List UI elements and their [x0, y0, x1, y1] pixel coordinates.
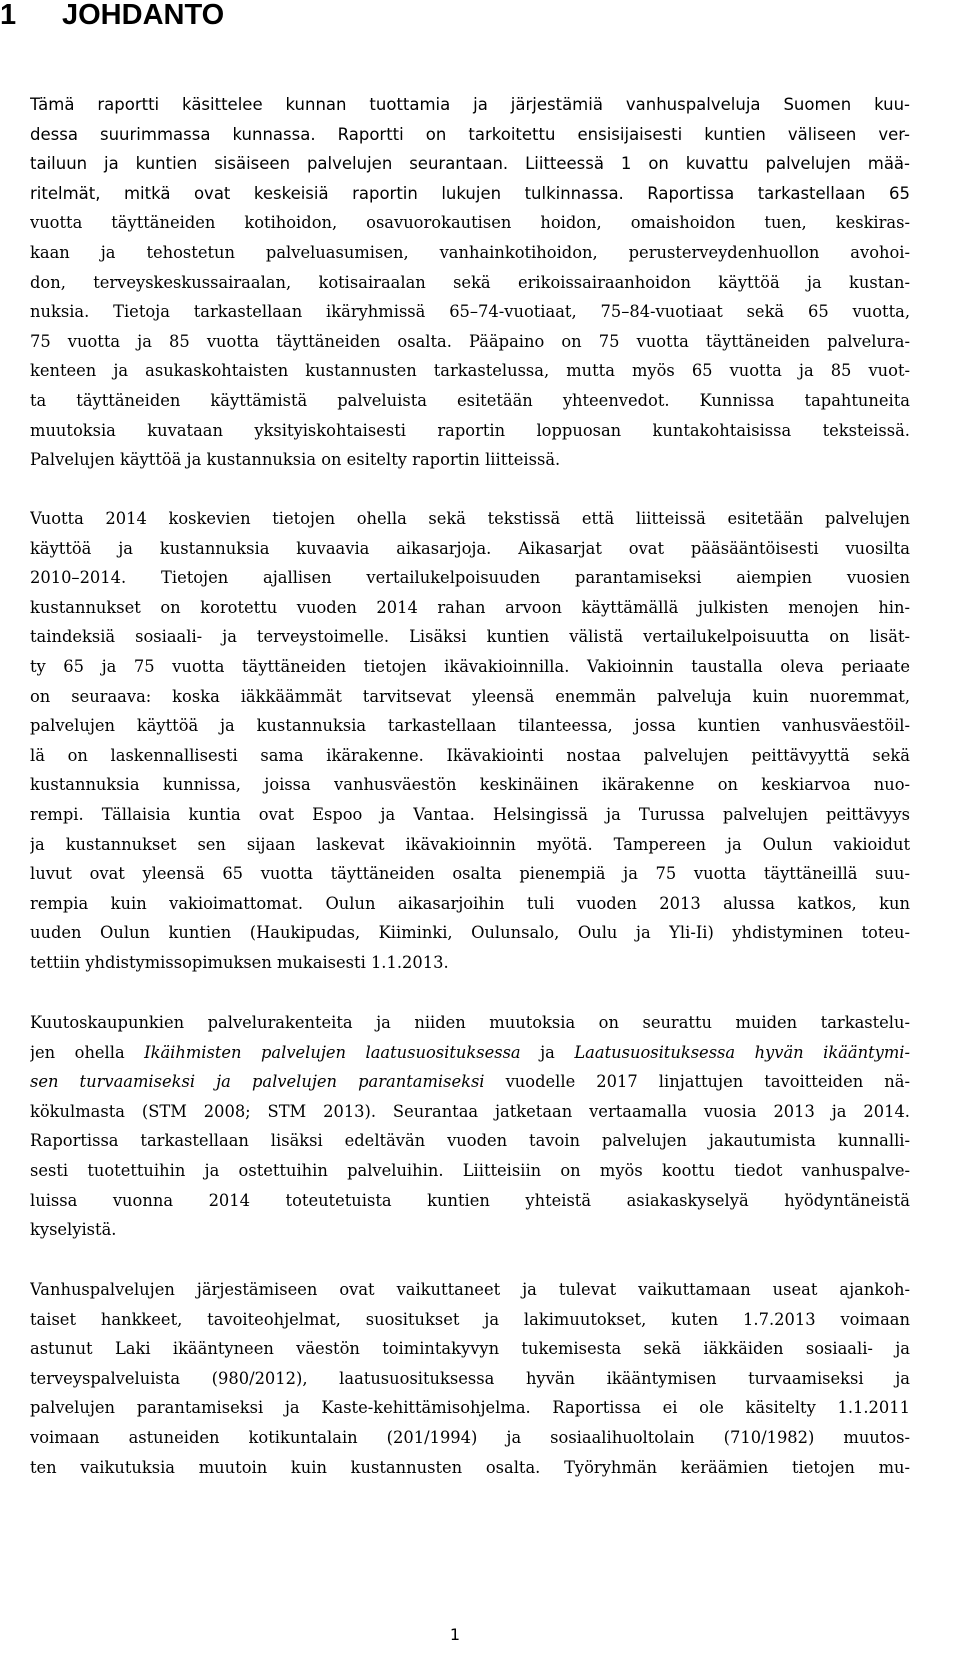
paragraph-3 — [30, 1008, 910, 1245]
paragraph-line: lä on laskennallisesti sama ikärakenne. Ikävakiointi nostaa palvelujen peittävyyttä sekä — [30, 745, 910, 765]
paragraph-line: don, terveyskeskussairaalan, kotisairaalan sekä erikoissairaanhoidon käyttöä ja kustan- — [30, 272, 910, 292]
paragraph-line: dessa suurimmassa kunnassa. Raportti on tarkoitettu ensisijaisesti kuntien väliseen ver- — [30, 124, 910, 144]
paragraph-line: kyselyistä. — [30, 1220, 117, 1240]
paragraph-line: taindeksiä sosiaali- ja terveystoimelle. Lisäksi kuntien välistä vertailukelpoisuutta on lisät- — [30, 627, 910, 647]
chapter-title: JOHDANTO — [62, 0, 225, 31]
paragraph-line: kustannukset on korotettu vuoden 2014 rahan arvoon käyttämällä julkisten menojen hin- — [30, 597, 910, 617]
paragraph-line: käyttöä ja kustannuksia kuvaavia aikasarjoja. Aikasarjat ovat pääsääntöisesti vuosilta — [30, 538, 910, 558]
paragraph-line: ta täyttäneiden käyttämistä palveluista esitetään yhteenvedot. Kunnissa tapahtuneita — [30, 390, 910, 410]
italic-title: sen turvaamiseksi ja palvelujen parantamiseksi — [30, 1072, 485, 1092]
paragraph-line: Kuutoskaupunkien palvelurakenteita ja niiden muutoksia on seurattu muiden tarkastelu- — [30, 1013, 910, 1032]
paragraph-line: 75 vuotta ja 85 vuotta täyttäneiden osalta. Pääpaino on 75 vuotta täyttäneiden palvelura- — [30, 331, 910, 351]
paragraph-line: luissa vuonna 2014 toteutetuista kuntien yhteistä asiakaskyselyä hyödyntäneistä — [30, 1190, 910, 1210]
paragraph-line: kustannuksia kunnissa, joissa vanhusväestön keskinäinen ikärakenne on keskiarvoa nuo- — [30, 775, 910, 795]
paragraph-line: rempi. Tällaisia kuntia ovat Espoo ja Vantaa. Helsingissä ja Turussa palvelujen peittävyys — [30, 804, 910, 824]
paragraph-line: kaan ja tehostetun palveluasumisen, vanhainkotihoidon, perusterveydenhuollon avohoi- — [30, 242, 910, 262]
paragraph-line: rempia kuin vakioimattomat. Oulun aikasarjoihin tuli vuoden 2013 alussa katkos, kun — [30, 893, 910, 913]
paragraph-line: Tämä raportti käsittelee kunnan tuottamia ja järjestämiä vanhuspalveluja Suomen kuu- — [30, 95, 910, 114]
paragraph-line: terveyspalveluista (980/2012), laatusuosituksessa hyvän ikääntymisen turvaamiseksi ja — [30, 1368, 910, 1388]
paragraph-line: Vuotta 2014 koskevien tietojen ohella sekä tekstissä että liitteissä esitetään palvelujen — [30, 509, 910, 528]
paragraph-line: voimaan astuneiden kotikuntalain (201/1994) ja sosiaalihuoltolain (710/1982) muutos- — [30, 1427, 910, 1447]
italic-title: Ikäihmisten palvelujen laatusuosituksessa — [144, 1042, 521, 1062]
paragraph-line: sen turvaamiseksi ja palvelujen parantamiseksi vuodelle 2017 linjattujen tavoitteiden nä- — [30, 1072, 910, 1092]
paragraph-line: luvut ovat yleensä 65 vuotta täyttäneiden osalta pienempiä ja 75 vuotta täyttäneillä suu- — [30, 864, 910, 884]
paragraph-line: palvelujen parantamiseksi ja Kaste-kehittämisohjelma. Raportissa ei ole käsitelty 1.1.2011 — [30, 1398, 910, 1418]
paragraph-line: sesti tuotettuihin ja ostettuihin palveluihin. Liitteisiin on myös koottu tiedot vanhuspalve- — [30, 1160, 910, 1180]
paragraph-line: ja kustannukset sen sijaan laskevat ikävakioinnin myötä. Tampereen ja Oulun vakioidut — [30, 834, 910, 854]
page-number: 1 — [449, 1625, 461, 1644]
chapter-heading — [0, 0, 224, 34]
paragraph-line: 2010–2014. Tietojen ajallisen vertailukelpoisuuden parantamiseksi aiempien vuosien — [30, 568, 910, 588]
paragraph-line: muutoksia kuvataan yksityiskohtaisesti raportin loppuosan kuntakohtaisissa teksteissä. — [30, 420, 910, 440]
italic-title: Laatusuosituksessa hyvän ikääntymi- — [574, 1042, 910, 1062]
paragraph-line: vuotta täyttäneiden kotihoidon, osavuorokautisen hoidon, omaishoidon tuen, keskiras- — [30, 213, 910, 233]
paragraph-line: uuden Oulun kuntien (Haukipudas, Kiiminki, Oulunsalo, Oulu ja Yli-Ii) yhdistyminen toteu- — [30, 923, 910, 943]
paragraph-line: ty 65 ja 75 vuotta täyttäneiden tietojen ikävakioinnilla. Vakioinnin taustalla oleva periaate — [30, 656, 910, 676]
paragraph-2 — [30, 504, 910, 978]
paragraph-line: Palvelujen käyttöä ja kustannuksia on esitelty raportin liitteissä. — [30, 450, 561, 470]
paragraph-line: nuksia. Tietoja tarkastellaan ikäryhmissä 65–74-vuotiaat, 75–84-vuotiaat sekä 65 vuotta, — [30, 302, 910, 322]
paragraph-line: kenteen ja asukaskohtaisten kustannusten tarkastelussa, mutta myös 65 vuotta ja 85 vuot- — [30, 361, 910, 381]
paragraph-4 — [30, 1275, 910, 1482]
paragraph-line: astunut Laki ikääntyneen väestön toimintakyvyn tukemisesta sekä iäkkäiden sosiaali- ja — [30, 1339, 910, 1359]
paragraph-line: palvelujen käyttöä ja kustannuksia tarkastellaan tilanteessa, jossa kuntien vanhusväestöil- — [30, 716, 910, 736]
paragraph-line: tettiin yhdistymissopimuksen mukaisesti 1.1.2013. — [30, 952, 449, 972]
paragraph-line: Vanhuspalvelujen järjestämiseen ovat vaikuttaneet ja tulevat vaikuttamaan useat ajankoh- — [30, 1280, 910, 1299]
paragraph-line: taiset hankkeet, tavoiteohjelmat, suositukset ja lakimuutokset, kuten 1.7.2013 voimaan — [30, 1309, 910, 1329]
paragraph-line: jen ohella Ikäihmisten palvelujen laatusuosituksessa ja Laatusuosituksessa hyvän ikääntymi- — [30, 1042, 910, 1062]
paragraph-line: tailuun ja kuntien sisäiseen palvelujen seurantaan. Liitteessä 1 on kuvattu palvelujen mää- — [30, 154, 910, 174]
paragraph-line: on seuraava: koska iäkkäämmät tarvitsevat yleensä enemmän palveluja kuin nuoremmat, — [30, 686, 910, 706]
paragraph-line: kökulmasta (STM 2008; STM 2013). Seurantaa jatketaan vertaamalla vuosia 2013 ja 2014. — [30, 1101, 910, 1121]
paragraph-line: ten vaikutuksia muutoin kuin kustannusten osalta. Työryhmän keräämien tietojen mu- — [30, 1457, 910, 1477]
paragraph-line: ritelmät, mitkä ovat keskeisiä raportin lukujen tulkinnassa. Raportissa tarkastellaan 65 — [30, 183, 910, 203]
paragraph-line: Raportissa tarkastellaan lisäksi edeltävän vuoden tavoin palvelujen jakautumista kunnalli- — [30, 1131, 910, 1151]
paragraph-1 — [30, 90, 910, 475]
chapter-number: 1 — [0, 0, 17, 31]
